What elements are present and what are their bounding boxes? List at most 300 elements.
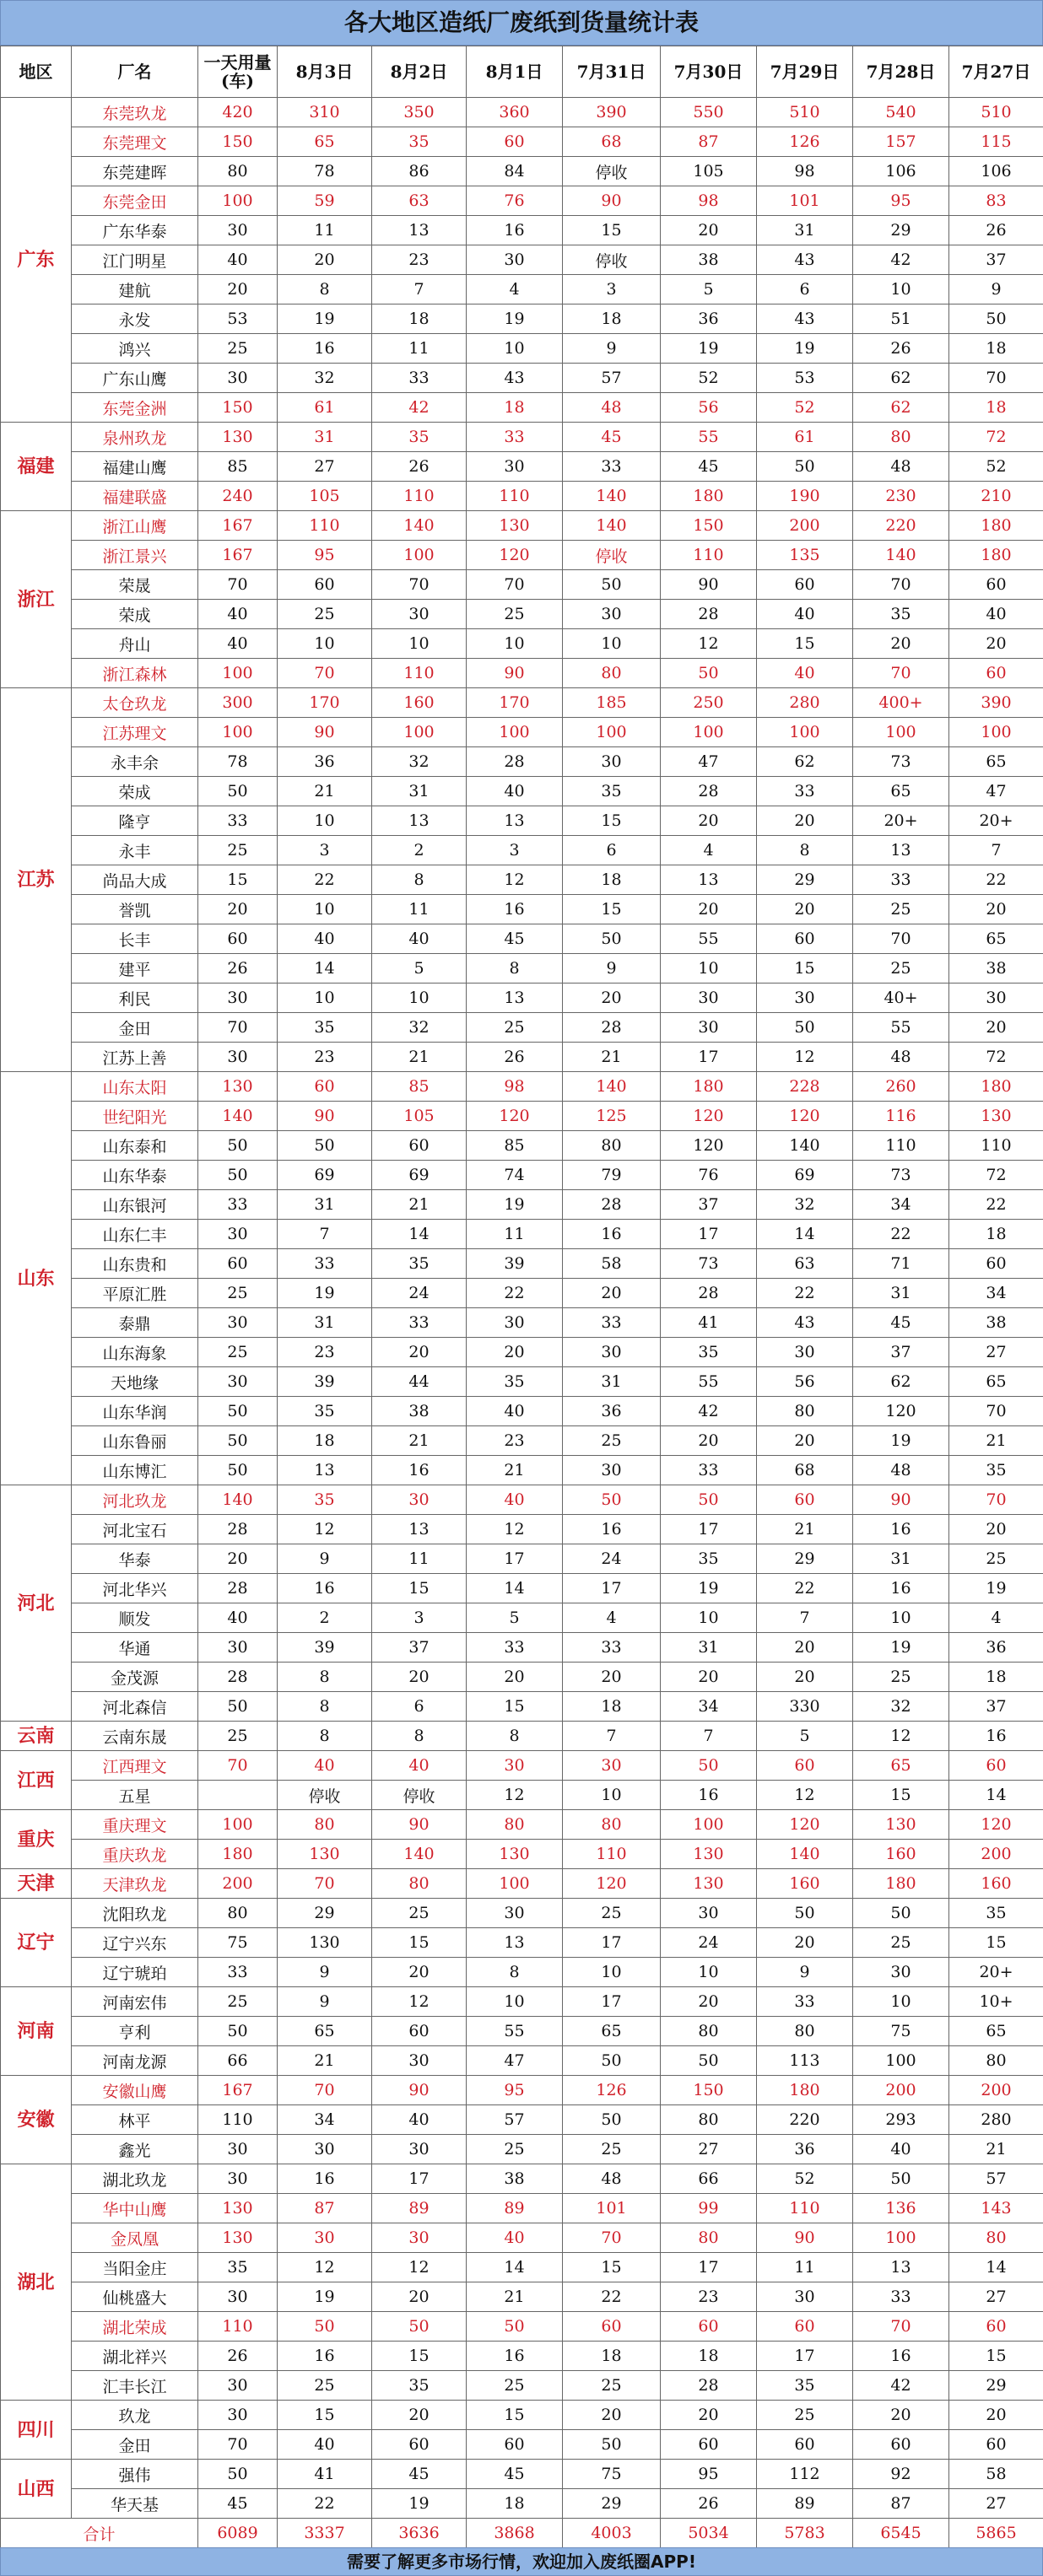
arrival-cell: 90 (661, 570, 757, 600)
table-row (1, 1485, 1043, 1515)
arrival-cell: 130 (278, 1928, 372, 1958)
arrival-cell: 11 (372, 334, 467, 364)
arrival-cell: 20 (563, 2401, 661, 2430)
mill-name-cell: 福建山鹰 (72, 452, 198, 482)
mill-name-cell: 金凤凰 (72, 2223, 198, 2253)
arrival-cell: 13 (372, 806, 467, 836)
mill-name-cell: 强伟 (72, 2460, 198, 2489)
arrival-cell: 92 (853, 2460, 949, 2489)
arrival-cell: 17 (757, 2342, 853, 2371)
arrival-cell: 87 (661, 127, 757, 157)
arrival-cell: 95 (467, 2076, 563, 2105)
arrival-cell: 106 (853, 157, 949, 186)
arrival-cell: 40 (853, 2135, 949, 2164)
arrival-cell: 20 (949, 2401, 1043, 2430)
col-header-date: 7月30日 (661, 46, 757, 98)
table-row (1, 2164, 1043, 2194)
arrival-cell: 停收 (563, 541, 661, 570)
arrival-cell: 330 (757, 1692, 853, 1722)
arrival-cell: 37 (661, 1190, 757, 1220)
daily-usage-cell: 30 (198, 1220, 278, 1249)
arrival-cell: 35 (853, 600, 949, 629)
arrival-cell: 65 (949, 1367, 1043, 1397)
arrival-cell: 63 (757, 1249, 853, 1279)
table-row (1, 423, 1043, 452)
arrival-cell: 50 (661, 659, 757, 688)
mill-name-cell: 辽宁兴东 (72, 1928, 198, 1958)
arrival-cell: 87 (853, 2489, 949, 2519)
table-row (1, 2371, 1043, 2401)
arrival-cell: 30 (467, 1308, 563, 1338)
arrival-cell: 25 (757, 2401, 853, 2430)
arrival-cell: 130 (278, 1840, 372, 1869)
arrival-cell: 230 (853, 482, 949, 511)
arrival-cell: 65 (949, 747, 1043, 777)
arrival-cell: 70 (853, 924, 949, 954)
mill-name-cell: 天津玖龙 (72, 1869, 198, 1899)
arrival-cell: 112 (757, 2460, 853, 2489)
arrival-cell: 293 (853, 2105, 949, 2135)
arrival-cell: 8 (467, 1958, 563, 1987)
arrival-cell: 25 (853, 954, 949, 984)
arrival-cell: 35 (563, 777, 661, 806)
arrival-cell: 80 (661, 2017, 757, 2046)
arrival-cell: 6 (563, 836, 661, 865)
arrival-cell: 30 (563, 1338, 661, 1367)
arrival-cell: 23 (278, 1043, 372, 1072)
arrival-cell: 150 (661, 511, 757, 541)
arrival-cell: 130 (467, 1840, 563, 1869)
arrival-cell: 39 (278, 1367, 372, 1397)
daily-usage-cell: 28 (198, 1663, 278, 1692)
daily-usage-cell: 130 (198, 423, 278, 452)
mill-name-cell: 金田 (72, 2430, 198, 2460)
region-cell: 辽宁 (1, 1899, 72, 1987)
arrival-cell: 4 (949, 1603, 1043, 1633)
arrival-cell: 40+ (853, 984, 949, 1013)
arrival-cell: 180 (661, 1072, 757, 1102)
arrival-cell: 11 (372, 895, 467, 924)
mill-name-cell: 浙江森林 (72, 659, 198, 688)
total-label: 合计 (1, 2519, 198, 2548)
arrival-cell: 140 (372, 511, 467, 541)
table-row (1, 216, 1043, 245)
arrival-cell: 16 (278, 1574, 372, 1603)
arrival-cell: 15 (853, 1781, 949, 1810)
table-row (1, 1220, 1043, 1249)
arrival-cell: 29 (757, 865, 853, 895)
arrival-cell: 120 (467, 1102, 563, 1131)
arrival-cell: 126 (757, 127, 853, 157)
arrival-cell: 89 (757, 2489, 853, 2519)
arrival-cell: 10 (563, 1958, 661, 1987)
arrival-cell: 200 (757, 511, 853, 541)
arrival-cell: 20 (661, 216, 757, 245)
arrival-cell: 70 (467, 570, 563, 600)
mill-name-cell: 重庆理文 (72, 1810, 198, 1840)
arrival-cell: 18 (563, 2342, 661, 2371)
arrival-cell: 60 (757, 2430, 853, 2460)
arrival-cell: 98 (467, 1072, 563, 1102)
arrival-cell: 32 (853, 1692, 949, 1722)
arrival-cell: 10 (278, 984, 372, 1013)
mill-name-cell: 荣成 (72, 777, 198, 806)
arrival-cell: 50 (563, 2105, 661, 2135)
arrival-cell: 28 (467, 747, 563, 777)
arrival-cell: 140 (853, 541, 949, 570)
arrival-cell: 28 (661, 1279, 757, 1308)
arrival-cell: 17 (661, 1043, 757, 1072)
arrival-cell: 72 (949, 1043, 1043, 1072)
arrival-cell: 71 (853, 1249, 949, 1279)
mill-name-cell: 平原汇胜 (72, 1279, 198, 1308)
mill-name-cell: 河北玖龙 (72, 1485, 198, 1515)
arrival-cell: 200 (949, 1840, 1043, 1869)
arrival-cell: 90 (757, 2223, 853, 2253)
arrival-cell: 57 (563, 364, 661, 393)
daily-usage-cell: 30 (198, 1043, 278, 1072)
table-row (1, 1928, 1043, 1958)
arrival-cell: 85 (372, 1072, 467, 1102)
arrival-cell: 45 (563, 423, 661, 452)
arrival-cell: 30 (661, 984, 757, 1013)
arrival-cell: 31 (563, 1367, 661, 1397)
arrival-cell: 2 (278, 1603, 372, 1633)
arrival-cell: 39 (467, 1249, 563, 1279)
table-row (1, 659, 1043, 688)
arrival-cell: 3 (563, 275, 661, 304)
arrival-cell: 11 (372, 1544, 467, 1574)
arrival-cell: 27 (661, 2135, 757, 2164)
table-row (1, 1574, 1043, 1603)
arrival-cell: 69 (278, 1161, 372, 1190)
arrival-cell: 30 (757, 984, 853, 1013)
table-row (1, 2194, 1043, 2223)
arrival-cell: 2 (372, 836, 467, 865)
arrival-cell: 14 (467, 1574, 563, 1603)
region-cell: 江苏 (1, 688, 72, 1072)
daily-usage-cell: 35 (198, 2253, 278, 2282)
arrival-cell: 60 (372, 1131, 467, 1161)
arrival-cell: 50 (563, 1485, 661, 1515)
arrival-cell: 20 (563, 1279, 661, 1308)
arrival-cell: 37 (949, 245, 1043, 275)
arrival-cell: 50 (757, 1899, 853, 1928)
daily-usage-cell: 25 (198, 1279, 278, 1308)
arrival-cell: 50 (563, 2430, 661, 2460)
arrival-cell: 25 (467, 1013, 563, 1043)
arrival-cell: 140 (563, 511, 661, 541)
arrival-cell: 160 (853, 1840, 949, 1869)
daily-usage-cell: 130 (198, 1072, 278, 1102)
arrival-cell: 78 (278, 157, 372, 186)
arrival-cell: 14 (949, 1781, 1043, 1810)
arrival-cell: 120 (757, 1810, 853, 1840)
arrival-cell: 30 (467, 1751, 563, 1781)
arrival-cell: 8 (278, 1722, 372, 1751)
mill-name-cell: 沈阳玖龙 (72, 1899, 198, 1928)
arrival-cell: 15 (757, 629, 853, 659)
arrival-cell: 90 (467, 659, 563, 688)
arrival-cell: 33 (853, 2282, 949, 2312)
arrival-cell: 150 (661, 2076, 757, 2105)
arrival-cell: 21 (372, 1043, 467, 1072)
arrival-cell: 180 (949, 541, 1043, 570)
arrival-cell: 140 (757, 1131, 853, 1161)
arrival-cell: 120 (949, 1810, 1043, 1840)
mill-name-cell: 安徽山鹰 (72, 2076, 198, 2105)
arrival-cell: 100 (949, 718, 1043, 747)
arrival-cell: 34 (661, 1692, 757, 1722)
arrival-cell: 52 (757, 393, 853, 423)
arrival-cell: 80 (661, 2223, 757, 2253)
arrival-cell: 70 (278, 2076, 372, 2105)
arrival-cell: 50 (467, 2312, 563, 2342)
arrival-cell: 26 (467, 1043, 563, 1072)
mill-name-cell: 玖龙 (72, 2401, 198, 2430)
arrival-cell: 19 (949, 1574, 1043, 1603)
arrival-cell: 136 (853, 2194, 949, 2223)
arrival-cell: 50 (757, 452, 853, 482)
arrival-cell: 9 (949, 275, 1043, 304)
table-row (1, 2342, 1043, 2371)
arrival-cell: 60 (563, 2312, 661, 2342)
mill-name-cell: 东莞玖龙 (72, 98, 198, 127)
mill-name-cell: 重庆玖龙 (72, 1840, 198, 1869)
arrival-cell: 18 (278, 1426, 372, 1456)
arrival-cell: 100 (372, 718, 467, 747)
arrival-cell: 110 (372, 659, 467, 688)
arrival-cell: 140 (757, 1840, 853, 1869)
arrival-cell: 105 (372, 1102, 467, 1131)
arrival-cell: 55 (467, 2017, 563, 2046)
mill-name-cell: 东莞建晖 (72, 157, 198, 186)
daily-usage-cell: 240 (198, 482, 278, 511)
arrival-cell: 185 (563, 688, 661, 718)
arrival-cell: 80 (757, 2017, 853, 2046)
arrival-cell: 95 (661, 2460, 757, 2489)
arrival-cell: 15 (563, 2253, 661, 2282)
daily-usage-cell: 25 (198, 334, 278, 364)
arrival-cell: 110 (563, 1840, 661, 1869)
arrival-cell: 130 (661, 1840, 757, 1869)
mill-name-cell: 广东山鹰 (72, 364, 198, 393)
arrival-cell: 60 (661, 2430, 757, 2460)
arrival-cell: 7 (563, 1722, 661, 1751)
arrival-cell: 57 (467, 2105, 563, 2135)
arrival-cell: 89 (372, 2194, 467, 2223)
table-row (1, 1043, 1043, 1072)
arrival-cell: 27 (949, 1338, 1043, 1367)
arrival-cell: 19 (853, 1633, 949, 1663)
daily-usage-cell: 30 (198, 364, 278, 393)
arrival-cell: 10 (563, 629, 661, 659)
arrival-cell: 70 (278, 1869, 372, 1899)
arrival-cell: 105 (278, 482, 372, 511)
arrival-cell: 17 (661, 2253, 757, 2282)
arrival-cell: 200 (949, 2076, 1043, 2105)
arrival-cell: 60 (949, 659, 1043, 688)
daily-usage-cell: 20 (198, 275, 278, 304)
arrival-cell: 22 (949, 865, 1043, 895)
mill-name-cell: 舟山 (72, 629, 198, 659)
arrival-cell: 59 (278, 186, 372, 216)
table-row (1, 127, 1043, 157)
table-row (1, 1899, 1043, 1928)
mill-name-cell: 湖北祥兴 (72, 2342, 198, 2371)
arrival-cell: 99 (661, 2194, 757, 2223)
arrival-cell: 35 (372, 127, 467, 157)
arrival-cell: 10 (661, 1603, 757, 1633)
mill-name-cell: 山东鲁丽 (72, 1426, 198, 1456)
mill-name-cell: 山东太阳 (72, 1072, 198, 1102)
arrival-cell: 14 (757, 1220, 853, 1249)
arrival-cell: 6 (757, 275, 853, 304)
mill-name-cell: 东莞金田 (72, 186, 198, 216)
col-header-date: 8月2日 (372, 46, 467, 98)
mill-name-cell: 誉凯 (72, 895, 198, 924)
arrival-cell: 15 (949, 1928, 1043, 1958)
arrival-cell: 4 (563, 1603, 661, 1633)
mill-name-cell: 仙桃盛大 (72, 2282, 198, 2312)
table-row (1, 2489, 1043, 2519)
mill-name-cell: 东莞金洲 (72, 393, 198, 423)
arrival-cell: 25 (278, 2371, 372, 2401)
arrival-cell: 80 (661, 2105, 757, 2135)
arrival-cell: 31 (278, 1308, 372, 1338)
daily-usage-cell: 50 (198, 777, 278, 806)
arrival-cell: 14 (278, 954, 372, 984)
arrival-cell: 36 (949, 1633, 1043, 1663)
daily-usage-cell: 50 (198, 1426, 278, 1456)
arrival-cell: 120 (661, 1131, 757, 1161)
arrival-cell: 16 (853, 1515, 949, 1544)
table-row (1, 1692, 1043, 1722)
arrival-cell: 55 (661, 1367, 757, 1397)
arrival-cell: 87 (278, 2194, 372, 2223)
arrival-cell: 20+ (949, 1958, 1043, 1987)
arrival-cell: 65 (563, 2017, 661, 2046)
arrival-cell: 12 (757, 1781, 853, 1810)
arrival-cell: 7 (372, 275, 467, 304)
arrival-cell: 89 (467, 2194, 563, 2223)
daily-usage-cell: 60 (198, 1249, 278, 1279)
arrival-cell: 12 (278, 2253, 372, 2282)
arrival-cell: 550 (661, 98, 757, 127)
arrival-cell: 510 (757, 98, 853, 127)
arrival-cell: 20 (467, 1663, 563, 1692)
daily-usage-cell: 85 (198, 452, 278, 482)
arrival-cell: 42 (853, 2371, 949, 2401)
arrival-cell: 23 (661, 2282, 757, 2312)
arrival-cell: 10 (278, 895, 372, 924)
mill-name-cell: 华天基 (72, 2489, 198, 2519)
arrival-cell: 13 (467, 1928, 563, 1958)
region-cell: 河南 (1, 1987, 72, 2076)
arrival-cell: 30 (278, 2223, 372, 2253)
arrival-cell: 19 (278, 2282, 372, 2312)
arrival-cell: 41 (278, 2460, 372, 2489)
total-row (1, 2519, 1043, 2548)
arrival-cell: 30 (372, 1485, 467, 1515)
arrival-cell: 30 (563, 747, 661, 777)
arrival-cell: 35 (661, 1544, 757, 1574)
arrival-cell: 60 (372, 2017, 467, 2046)
arrival-cell: 56 (757, 1367, 853, 1397)
arrival-cell: 350 (372, 98, 467, 127)
arrival-cell: 60 (757, 2312, 853, 2342)
arrival-cell: 21 (949, 1426, 1043, 1456)
table-row (1, 1308, 1043, 1338)
arrival-cell: 180 (757, 2076, 853, 2105)
arrival-cell: 42 (661, 1397, 757, 1426)
arrival-cell: 30 (372, 2223, 467, 2253)
arrival-cell: 23 (278, 1338, 372, 1367)
arrival-cell: 60 (853, 2430, 949, 2460)
arrival-cell: 30 (278, 2135, 372, 2164)
arrival-cell: 10+ (949, 1987, 1043, 2017)
arrival-cell: 62 (853, 1367, 949, 1397)
daily-usage-cell: 30 (198, 2164, 278, 2194)
table-row (1, 1397, 1043, 1426)
footer-banner: 需要了解更多市场行情，欢迎加入废纸圈APP! (0, 2547, 1043, 2576)
arrival-cell: 20 (563, 984, 661, 1013)
mill-name-cell: 天地缘 (72, 1367, 198, 1397)
arrival-cell: 27 (949, 2282, 1043, 2312)
arrival-cell: 65 (853, 1751, 949, 1781)
arrival-cell: 18 (467, 393, 563, 423)
arrival-cell: 47 (661, 747, 757, 777)
table-row (1, 1456, 1043, 1485)
arrival-cell: 76 (661, 1161, 757, 1190)
table-row (1, 2135, 1043, 2164)
arrival-cell: 18 (372, 304, 467, 334)
arrival-cell: 32 (278, 364, 372, 393)
daily-usage-cell: 30 (198, 1367, 278, 1397)
mill-name-cell: 河北华兴 (72, 1574, 198, 1603)
arrival-cell: 11 (278, 216, 372, 245)
arrival-cell: 22 (949, 1190, 1043, 1220)
mill-name-cell: 当阳金庄 (72, 2253, 198, 2282)
arrival-cell: 34 (949, 1279, 1043, 1308)
daily-usage-cell: 80 (198, 157, 278, 186)
arrival-cell: 37 (853, 1338, 949, 1367)
mill-name-cell: 东莞理文 (72, 127, 198, 157)
table-row (1, 1751, 1043, 1781)
arrival-cell: 16 (278, 2342, 372, 2371)
arrival-cell: 105 (661, 157, 757, 186)
arrival-cell: 48 (853, 1043, 949, 1072)
arrival-cell: 250 (661, 688, 757, 718)
arrival-cell: 55 (661, 924, 757, 954)
daily-usage-cell: 25 (198, 1722, 278, 1751)
arrival-cell: 25 (563, 1426, 661, 1456)
mill-name-cell: 林平 (72, 2105, 198, 2135)
region-cell: 福建 (1, 423, 72, 511)
arrival-cell: 48 (853, 452, 949, 482)
arrival-cell: 22 (853, 1220, 949, 1249)
arrival-cell: 35 (372, 1249, 467, 1279)
arrival-cell: 56 (661, 393, 757, 423)
table-body (1, 98, 1043, 2548)
arrival-cell: 50 (853, 1899, 949, 1928)
daily-usage-cell: 45 (198, 2489, 278, 2519)
mill-name-cell: 泉州玖龙 (72, 423, 198, 452)
arrival-cell: 65 (278, 2017, 372, 2046)
arrival-cell: 30 (661, 1899, 757, 1928)
daily-usage-cell: 15 (198, 865, 278, 895)
total-cell: 6089 (198, 2519, 278, 2548)
